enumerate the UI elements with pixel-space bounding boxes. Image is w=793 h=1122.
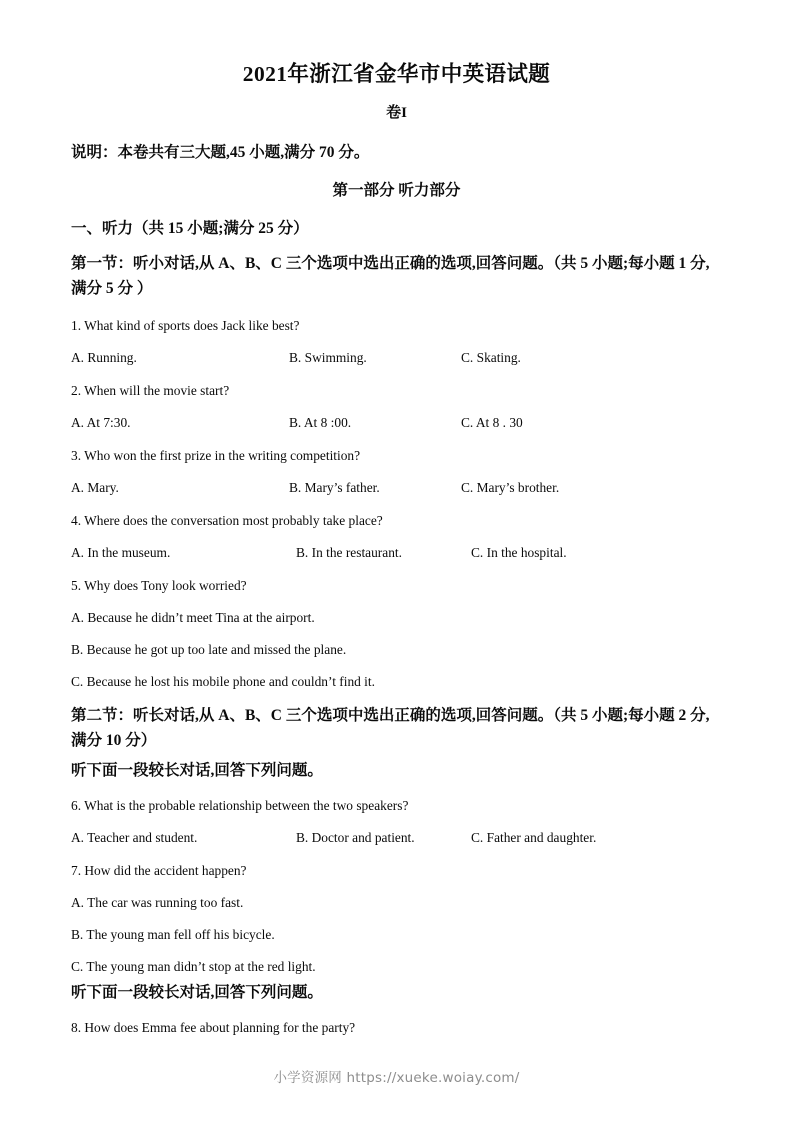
option-a[interactable]: A. Because he didn’t meet Tina at the airport. <box>71 610 315 626</box>
volume-label: 卷I <box>386 104 407 121</box>
exam-note: 说明：本卷共有三大题,45 小题,满分 70 分。 <box>71 143 370 161</box>
option-b[interactable]: B. Because he got up too late and missed the plane. <box>71 642 347 658</box>
options-row <box>71 399 722 431</box>
question-text: 7. How did the accident happen? <box>71 862 247 878</box>
question-text: 8. How does Emma fee about planning for the party? <box>71 1020 356 1036</box>
option-b[interactable]: B. At 8 :00. <box>289 415 352 431</box>
option-b[interactable]: B. Mary’s father. <box>289 480 380 496</box>
option-b[interactable]: B. Doctor and patient. <box>296 829 415 845</box>
question-text: 5. Why does Tony look worried? <box>71 578 247 594</box>
option-b[interactable]: B. Swimming. <box>289 349 367 365</box>
subsection-heading-2: 第二节：听长对话,从 A、B、C 三个选项中选出正确的选项,回答问题。（共 5 小题;每小题 2 分,满分 10 分） <box>71 706 710 749</box>
option-a[interactable]: A. At 7:30. <box>71 415 131 431</box>
option-c[interactable]: C. In the hospital. <box>471 545 567 561</box>
option-a[interactable]: A. The car was running too fast. <box>71 895 244 911</box>
question-text: 3. Who won the first prize in the writing competition? <box>71 448 361 464</box>
option-b[interactable]: B. In the restaurant. <box>296 545 402 561</box>
options-row <box>71 464 722 496</box>
listen-instruction-2: 听下面一段较长对话,回答下列问题。 <box>71 984 323 1002</box>
option-c[interactable]: C. Father and daughter. <box>471 829 597 845</box>
listen-instruction-1: 听下面一段较长对话,回答下列问题。 <box>71 761 323 779</box>
options-row <box>71 814 722 846</box>
option-b[interactable]: B. The young man fell off his bicycle. <box>71 927 275 943</box>
section-heading-listening: 一、听力（共 15 小题;满分 25 分） <box>71 219 309 237</box>
subsection-heading-1: 第一节：听小对话,从 A、B、C 三个选项中选出正确的选项,回答问题。（共 5 小题;每小题 1 分,满分 5 分 ） <box>71 254 710 297</box>
options-row <box>71 529 722 561</box>
option-a[interactable]: A. In the museum. <box>71 545 171 561</box>
option-a[interactable]: A. Mary. <box>71 480 119 496</box>
question-text: 1. What kind of sports does Jack like best? <box>71 317 300 333</box>
question-text: 4. Where does the conversation most probably take place? <box>71 513 383 529</box>
footer-watermark: 小学资源网 https://xueke.woiay.com/ <box>273 1070 520 1086</box>
part-heading: 第一部分 听力部分 <box>332 182 461 200</box>
option-c[interactable]: C. The young man didn’t stop at the red light. <box>71 959 316 975</box>
option-a[interactable]: A. Teacher and student. <box>71 829 198 845</box>
option-c[interactable]: C. Mary’s brother. <box>461 480 560 496</box>
option-c[interactable]: C. At 8 . 30 <box>461 415 523 431</box>
option-a[interactable]: A. Running. <box>71 349 137 365</box>
option-c[interactable]: C. Skating. <box>461 349 521 365</box>
question-text: 6. What is the probable relationship between the two speakers? <box>71 797 409 813</box>
options-row <box>71 334 722 366</box>
option-c[interactable]: C. Because he lost his mobile phone and couldn’t find it. <box>71 674 375 690</box>
question-text: 2. When will the movie start? <box>71 382 230 398</box>
page-title: 2021年浙江省金华市中英语试题 <box>242 62 551 86</box>
